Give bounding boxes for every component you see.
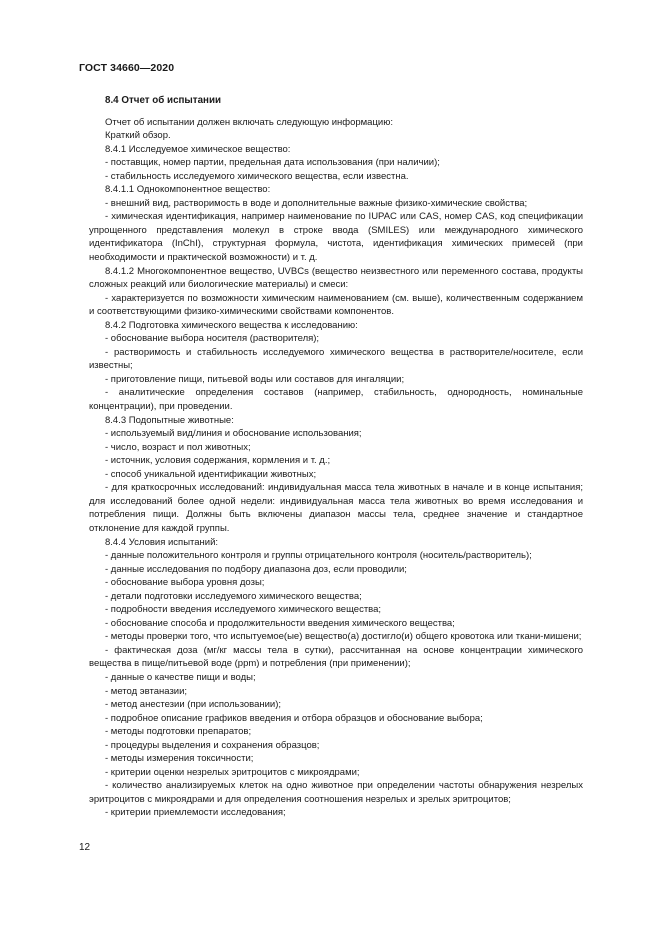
paragraph: - детали подготовки исследуемого химического вещества; bbox=[105, 590, 362, 602]
paragraph: - способ уникальной идентификации животных; bbox=[105, 468, 317, 480]
paragraph: - методы проверки того, что испытуемое(ые) вещество(а) достигло(и) общего кровотока или ткани-мишени; bbox=[105, 631, 582, 643]
paragraph: - критерии приемлемости исследования; bbox=[105, 807, 286, 819]
paragraph: Отчет об испытании должен включать следующую информацию: bbox=[105, 116, 393, 128]
page-number: 12 bbox=[79, 842, 91, 853]
paragraph: - данные положительного контроля и группы отрицательного контроля (носитель/растворитель); bbox=[105, 550, 532, 562]
paragraph: - источник, условия содержания, кормления и т. д.; bbox=[105, 455, 331, 467]
paragraph: 8.4.4 Условия испытаний: bbox=[105, 536, 219, 548]
paragraph: - подробности введения исследуемого химического вещества; bbox=[105, 604, 382, 616]
page-content bbox=[89, 94, 583, 820]
paragraph: Краткий обзор. bbox=[105, 130, 171, 142]
standard-header: ГОСТ 34660—2020 bbox=[79, 62, 175, 74]
paragraph: - используемый вид/линия и обоснование использования; bbox=[105, 428, 362, 440]
paragraph: - поставщик, номер партии, предельная дата использования (при наличии); bbox=[105, 157, 440, 169]
paragraph: - критерии оценки незрелых эритроцитов с микроядрами; bbox=[105, 766, 360, 778]
paragraph: - приготовление пищи, питьевой воды или составов для ингаляции; bbox=[105, 373, 405, 385]
paragraph: 8.4.1.2 Многокомпонентное вещество, UVBCs (вещество неизвестного или переменного состава, продукты сложных реакций или биологические материалы) и смеси: bbox=[89, 265, 583, 291]
paragraph: - стабильность исследуемого химического вещества, если известна. bbox=[105, 170, 409, 182]
paragraph: 8.4.1 Исследуемое химическое вещество: bbox=[105, 143, 291, 155]
paragraph: - обоснование способа и продолжительности введения химического вещества; bbox=[105, 617, 455, 629]
paragraph: 8.4.3 Подопытные животные: bbox=[105, 414, 234, 426]
paragraph: - число, возраст и пол животных; bbox=[105, 441, 251, 453]
paragraph: - данные о качестве пищи и воды; bbox=[105, 671, 256, 683]
paragraph: - обоснование выбора носителя (растворителя); bbox=[105, 333, 320, 345]
paragraph: - методы измерения токсичности; bbox=[105, 753, 254, 765]
paragraph-list bbox=[89, 116, 583, 820]
section-title: 8.4 Отчет об испытании bbox=[105, 95, 222, 106]
paragraph: - данные исследования по подбору диапазона доз, если проводили; bbox=[105, 563, 407, 575]
paragraph: - метод эвтаназии; bbox=[105, 685, 188, 697]
paragraph: - химическая идентификация, например наименование по IUPAC или CAS, номер CAS, код спецификации упрощенного представления молекул в строке ввода (SMILES) или международного химического идентификатора (InChI), структурная формула, чистота, идентификация химических примесей (при необходимости и практической возможности) и т. д. bbox=[89, 211, 583, 264]
paragraph: - подробное описание графиков введения и отбора образцов и обоснование выбора; bbox=[105, 712, 483, 724]
paragraph: - методы подготовки препаратов; bbox=[105, 726, 252, 738]
paragraph: - внешний вид, растворимость в воде и дополнительные важные физико-химические свойства; bbox=[105, 197, 528, 209]
paragraph: - для краткосрочных исследований: индивидуальная масса тела животных в начале и в конце испытания; для исследований более одной недели: индивидуальная масса тела животных во время исследования и потребления пищи. Должны быть включены диапазон массы тела, среднее значение и стандартное отклонение для каждой группы. bbox=[89, 482, 583, 534]
paragraph: - фактическая доза (мг/кг массы тела в сутки), рассчитанная на основе концентрации химического вещества в пище/питьевой воде (ppm) и потребления (при применении); bbox=[89, 644, 583, 670]
paragraph: - характеризуется по возможности химическим наименованием (см. выше), количественным содержанием и соответствующими физико-химическими свойствами компонентов. bbox=[89, 292, 583, 318]
paragraph: - обоснование выбора уровня дозы; bbox=[105, 577, 265, 589]
paragraph: - растворимость и стабильность исследуемого химического вещества в растворителе/носителе, если известны; bbox=[89, 346, 583, 372]
paragraph: - аналитические определения составов (например, стабильность, однородность, номинальные концентрации), при проведении. bbox=[89, 387, 583, 413]
paragraph: - количество анализируемых клеток на одно животное при определении частоты обнаружения незрелых эритроцитов с микроядрами и для определения соотношения незрелых и зрелых эритроцитов; bbox=[89, 780, 583, 805]
paragraph: 8.4.2 Подготовка химического вещества к исследованию: bbox=[105, 319, 358, 331]
paragraph: - процедуры выделения и сохранения образцов; bbox=[105, 739, 320, 751]
paragraph: - метод анестезии (при использовании); bbox=[105, 699, 282, 711]
paragraph: 8.4.1.1 Однокомпонентное вещество: bbox=[105, 184, 271, 196]
